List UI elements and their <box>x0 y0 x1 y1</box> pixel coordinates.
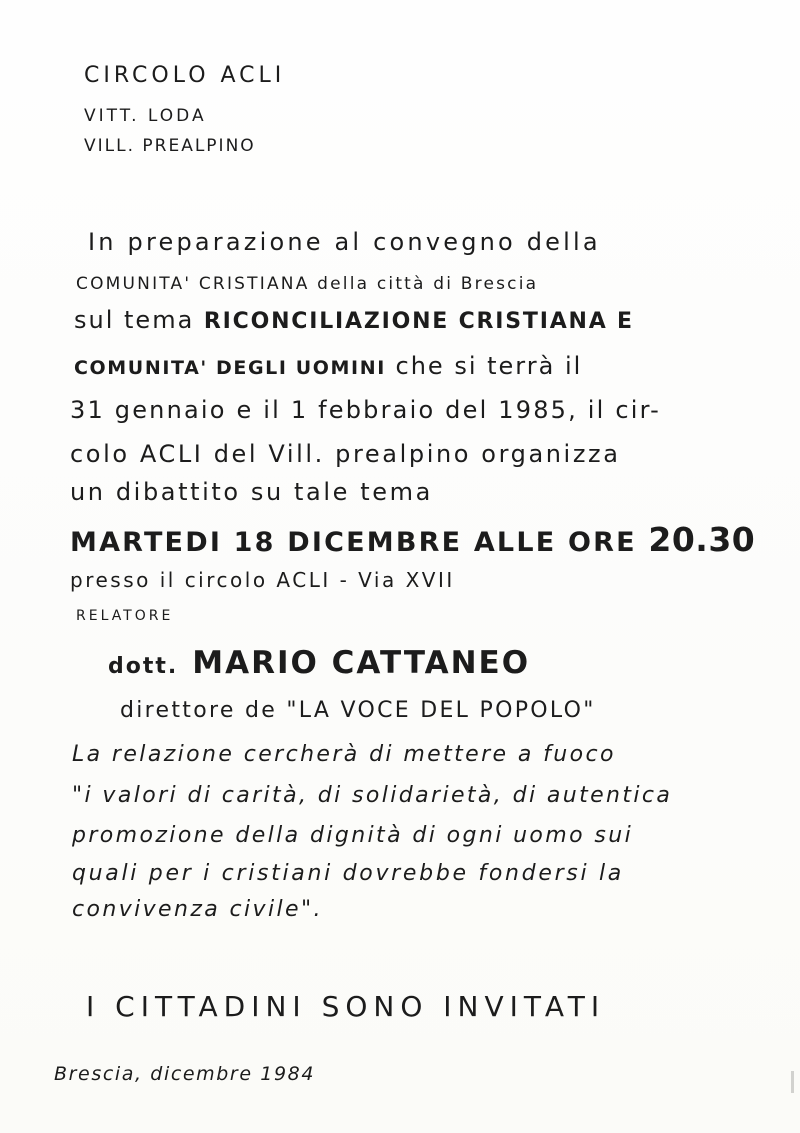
speaker-role: direttore de "LA VOCE DEL POPOLO" <box>120 698 596 723</box>
body-line-4 <box>74 352 582 380</box>
speaker-title: dott. <box>108 654 179 679</box>
quote-line-1: La relazione cercherà di mettere a fuoco <box>72 742 616 767</box>
header-org: CIRCOLO ACLI <box>84 63 286 88</box>
body-line-1: In preparazione al convegno della <box>88 228 601 256</box>
scan-edge-mark <box>791 1071 794 1093</box>
event-date: MARTEDI 18 DICEMBRE ALLE ORE <box>70 527 649 558</box>
body-line-4-suffix: che si terrà il <box>385 352 583 380</box>
body-line-6: colo ACLI del Vill. prealpino organizza <box>70 440 621 468</box>
body-line-2: COMUNITA' CRISTIANA della città di Brescia <box>76 274 539 294</box>
speaker <box>108 645 530 681</box>
quote-line-2: "i valori di carità, di solidarietà, di autentica <box>72 783 673 808</box>
relatore-label: RELATORE <box>76 608 174 624</box>
event-time: 20.30 <box>648 520 756 559</box>
body-line-7: un dibattito su tale tema <box>70 478 433 506</box>
header-line-3: VILL. PREALPINO <box>84 136 256 156</box>
conference-theme-part-2: COMUNITA' DEGLI UOMINI <box>74 357 386 379</box>
body-line-3 <box>74 306 634 334</box>
quote-line-3: promozione della dignità di ogni uomo sui <box>72 823 634 848</box>
quote-line-4: quali per i cristiani dovrebbe fondersi la <box>72 861 624 886</box>
body-line-3-prefix: sul tema <box>74 306 204 334</box>
header-line-2: VITT. LODA <box>84 106 207 126</box>
place-date-footer: Brescia, dicembre 1984 <box>54 1063 316 1085</box>
body-line-5: 31 gennaio e il 1 febbraio del 1985, il cir- <box>70 396 662 424</box>
speaker-name: MARIO CATTANEO <box>192 645 531 681</box>
quote-line-5: convivenza civile". <box>72 897 323 922</box>
invitation: I CITTADINI SONO INVITATI <box>86 990 606 1023</box>
conference-theme-part-1: RICONCILIAZIONE CRISTIANA E <box>203 309 634 334</box>
event-datetime <box>70 520 755 559</box>
event-place: presso il circolo ACLI - Via XVII <box>70 568 455 592</box>
